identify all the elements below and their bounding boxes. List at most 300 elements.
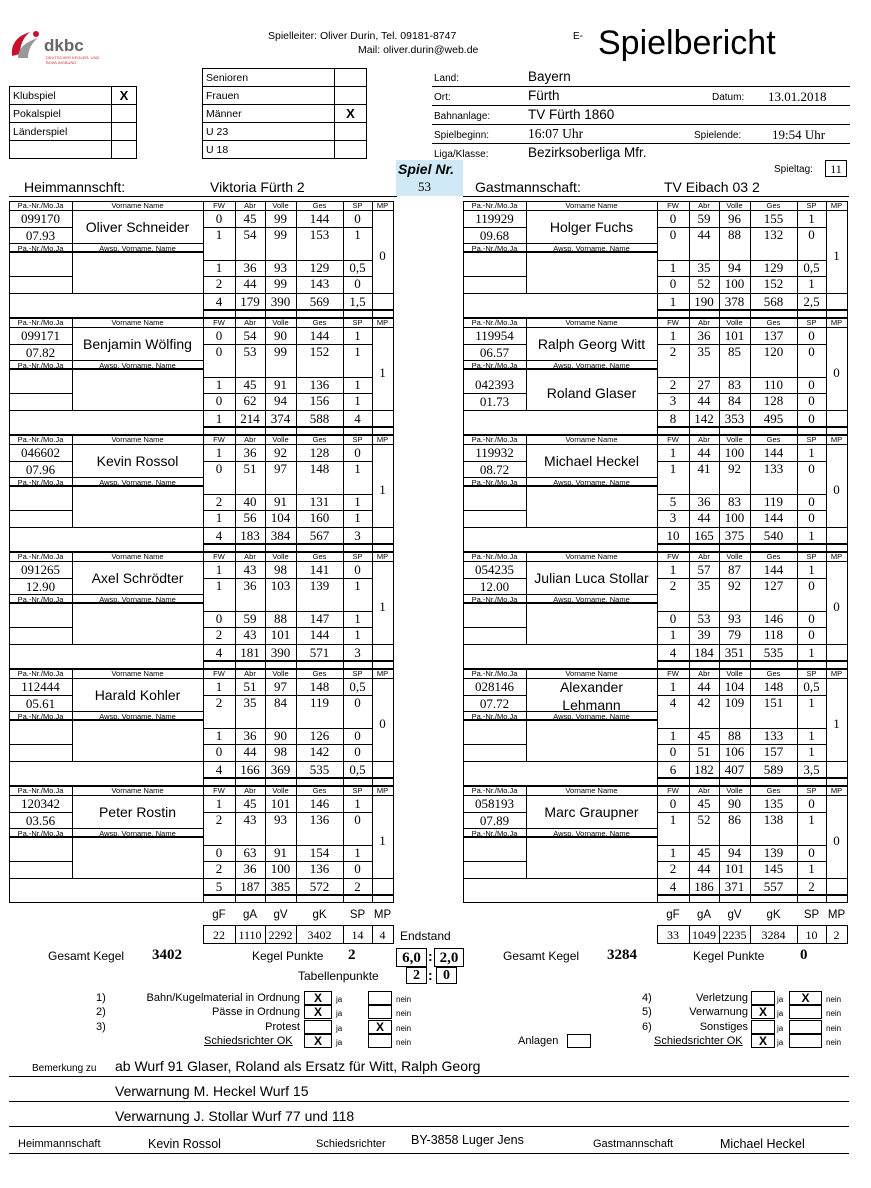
- check-nein-box: [368, 991, 392, 1005]
- grid-line: [372, 925, 373, 944]
- ende-label: Spielende:: [694, 130, 742, 141]
- lane-value: 2: [669, 578, 677, 593]
- col-header-pass: Pa.-Nr./Mo.Ja: [471, 201, 518, 210]
- mp-value: 0: [379, 716, 386, 731]
- lane-value: 1: [215, 578, 223, 593]
- lane-value: 0: [669, 227, 677, 242]
- lane-value: 146: [763, 611, 784, 626]
- lane-value: 129: [309, 260, 330, 275]
- lane-value: 36: [243, 861, 257, 876]
- lane-value: 119: [763, 494, 784, 509]
- grid-line: [393, 925, 394, 944]
- col-header-volle: Volle: [726, 435, 743, 444]
- lane-value: 132: [763, 227, 784, 242]
- totals-header: gV: [727, 909, 742, 921]
- mail-text: Mail: oliver.durin@web.de: [358, 44, 479, 56]
- birth-date: 06.57: [479, 345, 510, 360]
- lane-value: 0: [354, 728, 361, 743]
- lane-value: 1: [808, 211, 815, 226]
- lane-value: 91: [274, 494, 287, 509]
- col-header-sp: SP: [806, 318, 817, 327]
- footer-gast-value: Michael Heckel: [720, 1137, 805, 1151]
- col-header-sp: SP: [352, 318, 363, 327]
- lane-value: 101: [270, 796, 291, 811]
- total-value: 588: [309, 411, 330, 426]
- total-value: 186: [694, 879, 714, 894]
- lane-value: 0: [354, 562, 361, 577]
- lane-value: 93: [728, 611, 741, 626]
- sub-player-name: Roland Glaser: [546, 385, 637, 401]
- col-header-pass: Pa.-Nr./Mo.Ja: [17, 435, 64, 444]
- lane-value: 127: [763, 578, 784, 593]
- col-header-pass: Pa.-Nr./Mo.Ja: [471, 829, 518, 838]
- lane-value: 2: [669, 344, 677, 359]
- total-value: 567: [309, 528, 330, 543]
- lane-value: 139: [309, 578, 330, 593]
- totals-header: MP: [827, 909, 846, 921]
- grid-line: [203, 943, 393, 944]
- totals-header: SP: [803, 909, 820, 921]
- total-value: 4: [669, 645, 677, 660]
- totals-value: 14: [351, 928, 364, 942]
- total-value: 351: [724, 645, 745, 660]
- totals-header: gK: [312, 909, 327, 921]
- total-value: 1: [215, 411, 223, 426]
- match-type-label: Länderspiel: [10, 123, 112, 141]
- total-value: 3: [354, 645, 361, 660]
- spieltag-value: 11: [825, 160, 847, 177]
- schied2-nein-box: [789, 1034, 822, 1048]
- pass-number: 054235: [475, 562, 514, 577]
- total-value: 1: [808, 645, 815, 660]
- totals-value: 3402: [307, 928, 332, 942]
- lane-value: 101: [724, 861, 745, 876]
- col-header-ges: Ges: [766, 786, 781, 795]
- totals-header: gK: [766, 909, 781, 921]
- player-block: [463, 552, 847, 669]
- home-gesamt-value: 3402: [152, 947, 182, 963]
- total-value: 10: [666, 528, 680, 543]
- lane-value: 0: [669, 211, 677, 226]
- lane-value: 128: [763, 393, 784, 408]
- col-header-abr: Abr: [698, 552, 710, 561]
- lane-value: 4: [669, 695, 677, 710]
- lane-value: 44: [697, 679, 711, 694]
- total-value: 4: [669, 879, 677, 894]
- lane-value: 35: [697, 344, 711, 359]
- lane-value: 1: [669, 328, 677, 343]
- lane-value: 100: [724, 445, 745, 460]
- col-header-abr: Abr: [698, 435, 710, 444]
- home-team-line: [9, 196, 397, 197]
- lane-value: 136: [309, 377, 330, 392]
- lane-value: 94: [728, 260, 741, 275]
- pass-number: 099171: [21, 328, 60, 343]
- col-header-pass: Pa.-Nr./Mo.Ja: [17, 595, 64, 604]
- totals-header: gV: [273, 909, 288, 921]
- total-value: 183: [240, 528, 260, 543]
- grid-line: [463, 527, 464, 551]
- grid-line: [750, 925, 751, 944]
- lane-value: 97: [274, 679, 287, 694]
- total-value: 0,5: [349, 762, 366, 777]
- lane-value: 0: [808, 627, 815, 642]
- lane-value: 101: [724, 328, 745, 343]
- land-value: Bayern: [528, 69, 571, 84]
- col-header-pass: Pa.-Nr./Mo.Ja: [471, 244, 518, 253]
- grid-line: [463, 761, 464, 785]
- lane-value: 1: [669, 461, 677, 476]
- grid-line: [393, 552, 394, 669]
- lane-value: 96: [728, 211, 741, 226]
- logo-swoosh-icon: [8, 28, 48, 64]
- lane-value: 1: [215, 510, 223, 525]
- lane-value: 1: [354, 845, 361, 860]
- tp-colon: :: [428, 967, 433, 983]
- birth-date: 07.93: [25, 228, 56, 243]
- lane-value: 0: [215, 461, 223, 476]
- player-block: [9, 318, 393, 435]
- totals-value: 4: [379, 928, 386, 942]
- col-header-ersatz: Awsp. Vorname, Name: [553, 595, 630, 604]
- lane-value: 2: [215, 695, 223, 710]
- total-value: 557: [763, 879, 784, 894]
- home-kp-value: 2: [348, 947, 356, 963]
- check-number: 4): [642, 992, 652, 1004]
- lane-value: 90: [728, 796, 741, 811]
- match-type-mark: [112, 123, 137, 141]
- footer-schied-label: Schiedsrichter: [316, 1138, 386, 1150]
- away-kp-value: 0: [800, 947, 808, 963]
- lane-value: 100: [724, 510, 745, 525]
- lane-value: 43: [243, 627, 257, 642]
- total-value: 540: [763, 528, 784, 543]
- category-mark: [335, 141, 367, 159]
- home-totals: [203, 906, 393, 944]
- total-value: 166: [240, 762, 260, 777]
- remark-rule: [9, 1076, 849, 1077]
- lane-value: 43: [243, 812, 257, 827]
- player-block: [9, 201, 393, 318]
- lane-value: 131: [309, 494, 330, 509]
- lane-value: 93: [274, 260, 287, 275]
- col-header-mp: MP: [376, 669, 389, 678]
- mp-home-box: 6,0: [396, 948, 427, 967]
- lane-value: 51: [243, 679, 257, 694]
- nein-label: nein: [396, 1024, 412, 1033]
- lane-value: 1: [354, 377, 361, 392]
- spielleiter-text: Spielleiter: Oliver Durin, Tel. 09181-8747: [268, 30, 457, 42]
- ja-label: ja: [777, 1009, 784, 1018]
- total-value: 184: [694, 645, 714, 660]
- player-name: Harald Kohler: [94, 687, 181, 703]
- tp-away-box: 0: [436, 967, 457, 984]
- match-type-mark: X: [112, 87, 137, 105]
- col-header-fw: FW: [213, 201, 225, 210]
- lane-value: 92: [728, 461, 741, 476]
- grid-line: [463, 744, 526, 745]
- match-type-mark: [112, 141, 137, 159]
- nein-label: nein: [826, 1038, 842, 1047]
- check-nein-box: [789, 1005, 822, 1019]
- lane-value: 0: [354, 744, 361, 759]
- ort-label: Ort:: [434, 92, 451, 103]
- lane-value: 92: [274, 445, 287, 460]
- category-label: Frauen: [203, 87, 335, 105]
- lane-value: 154: [309, 845, 330, 860]
- player-name: Marc Graupner: [544, 804, 639, 820]
- grid-line: [393, 786, 394, 903]
- remark-line-2: Verwarnung M. Heckel Wurf 15: [115, 1083, 309, 1099]
- total-value: 4: [354, 411, 361, 426]
- lane-value: 42: [697, 695, 711, 710]
- match-type-mark: [112, 105, 137, 123]
- col-header-fw: FW: [213, 669, 225, 678]
- home-team-name: Viktoria Fürth 2: [210, 179, 305, 195]
- col-header-pass: Pa.-Nr./Mo.Ja: [471, 552, 518, 561]
- mp-value: 1: [833, 716, 840, 731]
- total-value: 4: [215, 528, 223, 543]
- lane-value: 92: [728, 578, 741, 593]
- away-team-label: Gastmannschaft:: [475, 179, 581, 195]
- lane-value: 138: [763, 812, 784, 827]
- birth-date: 08.72: [479, 462, 510, 477]
- lane-value: 0: [215, 845, 223, 860]
- lane-value: 93: [274, 812, 287, 827]
- col-header-abr: Abr: [244, 786, 256, 795]
- col-header-pass: Pa.-Nr./Mo.Ja: [17, 244, 64, 253]
- pass-number: 119929: [475, 211, 514, 226]
- lane-value: 0,5: [349, 679, 366, 694]
- lane-value: 118: [763, 627, 784, 642]
- check-ja-box: [304, 1020, 332, 1034]
- col-header-fw: FW: [213, 552, 225, 561]
- totals-value: 2: [833, 928, 840, 942]
- nein-label: nein: [826, 1024, 842, 1033]
- totals-header: SP: [349, 909, 366, 921]
- lane-value: 142: [309, 744, 330, 759]
- ende-value: 19:54 Uhr: [772, 127, 826, 142]
- lane-value: 45: [697, 845, 711, 860]
- grid-line: [463, 878, 464, 902]
- lane-value: 0: [808, 227, 815, 242]
- total-value: 182: [694, 762, 714, 777]
- total-value: 1: [669, 294, 677, 309]
- spieltag-label: Spieltag:: [774, 164, 813, 175]
- total-value: 6: [669, 762, 677, 777]
- lane-value: 1: [354, 494, 361, 509]
- total-value: 571: [309, 645, 330, 660]
- col-header-sp: SP: [806, 669, 817, 678]
- lane-value: 83: [728, 494, 741, 509]
- lane-value: 99: [274, 211, 287, 226]
- grid-line: [9, 293, 10, 317]
- away-totals: [657, 906, 847, 944]
- lane-value: 1: [354, 393, 361, 408]
- player-block: [9, 669, 393, 786]
- home-team-label: Heimmannschft:: [24, 179, 126, 195]
- totals-header: gA: [242, 909, 258, 921]
- totals-value: 1049: [692, 928, 716, 942]
- lane-value: 86: [728, 812, 741, 827]
- col-header-pass: Pa.-Nr./Mo.Ja: [17, 786, 64, 795]
- pass-number: 091265: [21, 562, 60, 577]
- check-nein-box: [368, 1005, 392, 1019]
- col-header-mp: MP: [830, 201, 843, 210]
- pass-number: 119954: [475, 328, 514, 343]
- lane-value: 144: [309, 328, 330, 343]
- total-value: 353: [724, 411, 745, 426]
- col-header-ersatz: Awsp. Vorname, Name: [553, 361, 630, 370]
- col-header-fw: FW: [667, 318, 679, 327]
- category-label: Senioren: [203, 69, 335, 87]
- lane-value: 133: [763, 728, 784, 743]
- col-header-mp: MP: [376, 201, 389, 210]
- total-value: 181: [240, 645, 260, 660]
- col-header-name: Vorname Name: [111, 786, 164, 795]
- check-number: 6): [642, 1021, 652, 1033]
- lane-value: 99: [274, 276, 287, 291]
- lane-value: 36: [697, 494, 711, 509]
- total-value: 535: [309, 762, 330, 777]
- col-header-pass: Pa.-Nr./Mo.Ja: [17, 712, 64, 721]
- datum-value: 13.01.2018: [768, 89, 827, 104]
- grid-line: [9, 527, 10, 551]
- col-header-ges: Ges: [766, 201, 781, 210]
- col-header-abr: Abr: [244, 552, 256, 561]
- lane-value: 51: [697, 744, 711, 759]
- grid-line: [9, 276, 72, 277]
- lane-value: 3: [669, 510, 677, 525]
- lane-value: 120: [763, 344, 784, 359]
- player-block: [463, 669, 847, 786]
- lane-value: 44: [697, 227, 711, 242]
- lane-value: 63: [243, 845, 257, 860]
- col-header-volle: Volle: [272, 552, 289, 561]
- lane-value: 53: [243, 344, 257, 359]
- col-header-volle: Volle: [272, 669, 289, 678]
- col-header-pass: Pa.-Nr./Mo.Ja: [471, 786, 518, 795]
- lane-value: 151: [763, 695, 784, 710]
- check-ja-box: [751, 1020, 775, 1034]
- lane-value: 84: [728, 393, 741, 408]
- lane-value: 1: [669, 260, 677, 275]
- liga-value: Bezirksoberliga Mfr.: [528, 145, 647, 160]
- lane-value: 0: [215, 344, 223, 359]
- lane-value: 0: [354, 211, 361, 226]
- category-mark: [335, 123, 367, 141]
- nein-label: nein: [396, 995, 412, 1004]
- schied-ja-box: X: [304, 1034, 332, 1048]
- category-label: U 18: [203, 141, 335, 159]
- grid-line: [393, 318, 394, 435]
- schiedsrichter-ok-label-2: Schiedsrichter OK: [654, 1035, 743, 1047]
- player-name: Axel Schrödter: [91, 570, 184, 586]
- lane-value: 153: [309, 227, 330, 242]
- player-block: [9, 786, 393, 903]
- col-header-pass: Pa.-Nr./Mo.Ja: [17, 669, 64, 678]
- ja-label: ja: [336, 1024, 343, 1033]
- lane-value: 0: [354, 695, 361, 710]
- page-title: Spielbericht: [598, 24, 776, 62]
- beginn-label: Spielbeginn:: [434, 130, 490, 141]
- col-header-volle: Volle: [726, 669, 743, 678]
- lane-value: 0: [215, 211, 223, 226]
- total-value: 535: [763, 645, 784, 660]
- lane-value: 1: [354, 328, 361, 343]
- col-header-sp: SP: [352, 786, 363, 795]
- total-value: 142: [694, 411, 714, 426]
- check-label: Protest: [265, 1021, 300, 1033]
- lane-value: 91: [274, 377, 287, 392]
- lane-value: 99: [274, 227, 287, 242]
- grid-line: [9, 627, 72, 628]
- lane-value: 36: [243, 728, 257, 743]
- player-block: [463, 318, 847, 435]
- lane-value: 52: [697, 812, 711, 827]
- sub-pass-number: 042393: [475, 377, 514, 392]
- birth-date: 03.56: [25, 813, 56, 828]
- lane-value: 145: [763, 861, 784, 876]
- totals-value: 2292: [268, 928, 293, 942]
- category-mark: [335, 87, 367, 105]
- lane-value: 88: [728, 227, 741, 242]
- player-block: [9, 552, 393, 669]
- lane-value: 97: [274, 461, 287, 476]
- lane-value: 94: [728, 845, 741, 860]
- lane-value: 2: [215, 861, 223, 876]
- grid-line: [343, 925, 344, 944]
- player-name: Kevin Rossol: [96, 453, 179, 469]
- player-name: Peter Rostin: [98, 804, 177, 820]
- total-value: 2,5: [803, 294, 820, 309]
- e-prefix: E-: [573, 31, 583, 42]
- col-header-ersatz: Awsp. Vorname, Name: [99, 361, 176, 370]
- col-header-volle: Volle: [726, 786, 743, 795]
- footer-heim-value: Kevin Rossol: [148, 1137, 221, 1151]
- spiel-nr-label: Spiel Nr.: [398, 161, 455, 177]
- total-value: 4: [215, 645, 223, 660]
- lane-value: 83: [728, 377, 741, 392]
- col-header-ersatz: Awsp. Vorname, Name: [99, 595, 176, 604]
- mp-value: 0: [833, 833, 840, 848]
- lane-value: 45: [697, 796, 711, 811]
- col-header-ges: Ges: [766, 435, 781, 444]
- nein-label: nein: [826, 995, 842, 1004]
- col-header-name: Vorname Name: [565, 786, 618, 795]
- lane-value: 44: [697, 510, 711, 525]
- mp-colon: :: [428, 948, 433, 964]
- lane-value: 1: [354, 796, 361, 811]
- pass-number: 099170: [21, 211, 60, 226]
- total-value: 0: [808, 411, 815, 426]
- lane-value: 62: [243, 393, 257, 408]
- lane-value: 2: [215, 627, 223, 642]
- lane-value: 139: [763, 845, 784, 860]
- grid-line: [9, 393, 72, 394]
- grid-line: [9, 644, 10, 668]
- lane-value: 0: [354, 812, 361, 827]
- col-header-pass: Pa.-Nr./Mo.Ja: [471, 478, 518, 487]
- grid-line: [463, 276, 526, 277]
- lane-value: 0: [808, 578, 815, 593]
- mp-value: 0: [379, 248, 386, 263]
- away-kp-label: Kegel Punkte: [693, 949, 765, 963]
- grid-line: [847, 318, 848, 435]
- lane-value: 1: [354, 611, 361, 626]
- check-label: Pässe in Ordnung: [211, 1006, 300, 1018]
- col-header-fw: FW: [667, 786, 679, 795]
